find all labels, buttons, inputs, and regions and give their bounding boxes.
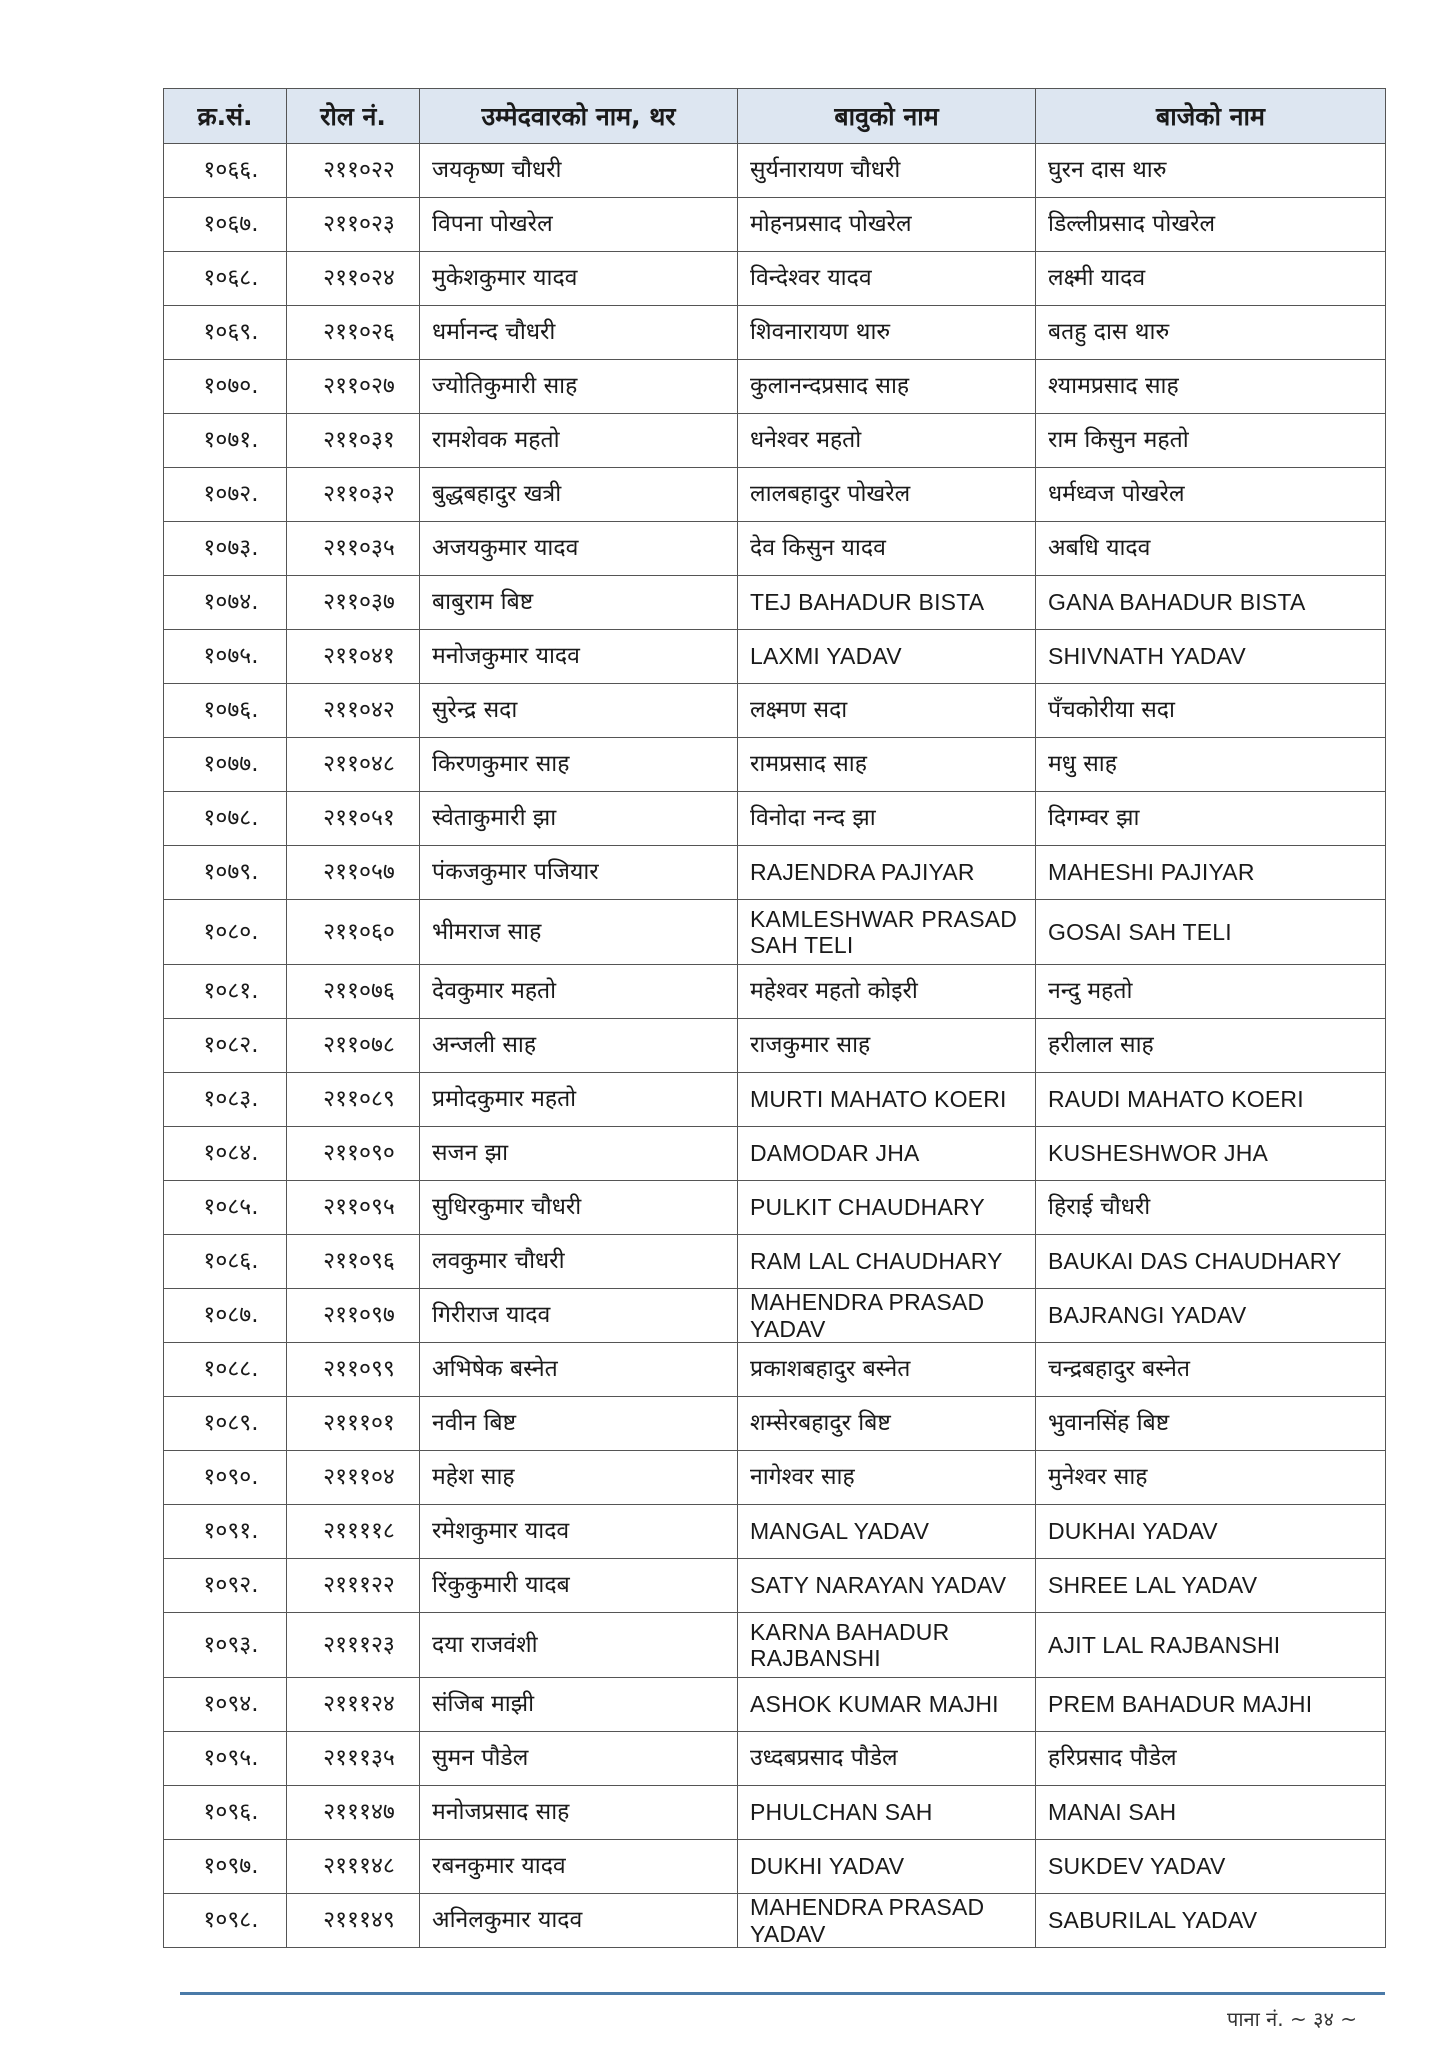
cell-serial-number: १०८०. [164,900,287,965]
cell-candidate-name: स्वेताकुमारी झा [420,792,738,846]
cell-father-name: LAXMI YADAV [738,630,1036,684]
cell-grandfather-name: चन्द्रबहादुर बस्नेत [1036,1343,1386,1397]
cell-roll-number: २११०९५ [287,1181,420,1235]
table-row [164,846,1386,900]
cell-roll-number: २११०३२ [287,468,420,522]
cell-father-name: देव किसुन यादव [738,522,1036,576]
cell-grandfather-name: SHIVNATH YADAV [1036,630,1386,684]
cell-father-name: KARNA BAHADUR RAJBANSHI [738,1613,1036,1678]
cell-grandfather-name: SHREE LAL YADAV [1036,1559,1386,1613]
cell-roll-number: २११०४२ [287,684,420,738]
cell-serial-number: १०८७. [164,1289,287,1343]
cell-grandfather-name: पँचकोरीया सदा [1036,684,1386,738]
cell-father-name: प्रकाशबहादुर बस्नेत [738,1343,1036,1397]
cell-father-name: MAHENDRA PRASAD YADAV [738,1289,1036,1343]
table-row [164,1732,1386,1786]
table-row [164,1127,1386,1181]
cell-father-name: PULKIT CHAUDHARY [738,1181,1036,1235]
header-grandfather-name: बाजेको नाम [1036,89,1386,144]
cell-candidate-name: सुधिरकुमार चौधरी [420,1181,738,1235]
cell-father-name: RAM LAL CHAUDHARY [738,1235,1036,1289]
cell-serial-number: १०७६. [164,684,287,738]
cell-candidate-name: विपना पोखरेल [420,198,738,252]
cell-father-name: शिवनारायण थारु [738,306,1036,360]
cell-candidate-name: देवकुमार महतो [420,965,738,1019]
cell-serial-number: १०७९. [164,846,287,900]
table-row [164,252,1386,306]
cell-roll-number: २१११२४ [287,1678,420,1732]
cell-roll-number: २११०९७ [287,1289,420,1343]
cell-father-name: PHULCHAN SAH [738,1786,1036,1840]
cell-serial-number: १०८९. [164,1397,287,1451]
cell-serial-number: १०८१. [164,965,287,1019]
cell-father-name: मोहनप्रसाद पोखरेल [738,198,1036,252]
cell-father-name: ASHOK KUMAR MAJHI [738,1678,1036,1732]
cell-father-name: महेश्वर महतो कोइरी [738,965,1036,1019]
cell-candidate-name: पंकजकुमार पजियार [420,846,738,900]
cell-serial-number: १०८२. [164,1019,287,1073]
cell-roll-number: २११०४८ [287,738,420,792]
table-row [164,414,1386,468]
header-candidate-name: उम्मेदवारको नाम, थर [420,89,738,144]
cell-father-name: विनोदा नन्द झा [738,792,1036,846]
cell-grandfather-name: PREM BAHADUR MAJHI [1036,1678,1386,1732]
table-row [164,900,1386,965]
table-body [164,144,1386,1948]
cell-father-name: SATY NARAYAN YADAV [738,1559,1036,1613]
cell-serial-number: १०८८. [164,1343,287,1397]
cell-candidate-name: बुद्धबहादुर खत्री [420,468,738,522]
cell-father-name: राजकुमार साह [738,1019,1036,1073]
cell-father-name: नागेश्वर साह [738,1451,1036,1505]
cell-candidate-name: संजिब माझी [420,1678,738,1732]
cell-serial-number: १०९१. [164,1505,287,1559]
cell-roll-number: २११०९० [287,1127,420,1181]
cell-roll-number: २११०५१ [287,792,420,846]
cell-father-name: DAMODAR JHA [738,1127,1036,1181]
cell-father-name: MAHENDRA PRASAD YADAV [738,1894,1036,1948]
table-header-row [164,89,1386,144]
cell-serial-number: १०९५. [164,1732,287,1786]
cell-serial-number: १०९०. [164,1451,287,1505]
cell-candidate-name: महेश साह [420,1451,738,1505]
cell-candidate-name: मुकेशकुमार यादव [420,252,738,306]
cell-candidate-name: नवीन बिष्ट [420,1397,738,1451]
cell-father-name: TEJ BAHADUR BISTA [738,576,1036,630]
table-row [164,965,1386,1019]
cell-grandfather-name: SABURILAL YADAV [1036,1894,1386,1948]
cell-roll-number: २१११०१ [287,1397,420,1451]
cell-roll-number: २१११४७ [287,1786,420,1840]
cell-grandfather-name: लक्ष्मी यादव [1036,252,1386,306]
cell-roll-number: २१११३५ [287,1732,420,1786]
cell-grandfather-name: राम किसुन महतो [1036,414,1386,468]
cell-roll-number: २११०२३ [287,198,420,252]
cell-roll-number: २११०४१ [287,630,420,684]
cell-grandfather-name: SUKDEV YADAV [1036,1840,1386,1894]
cell-grandfather-name: KUSHESHWOR JHA [1036,1127,1386,1181]
cell-grandfather-name: श्यामप्रसाद साह [1036,360,1386,414]
table-row [164,738,1386,792]
cell-candidate-name: सजन झा [420,1127,738,1181]
cell-candidate-name: अनिलकुमार यादव [420,1894,738,1948]
table-row [164,360,1386,414]
cell-grandfather-name: मधु साह [1036,738,1386,792]
cell-candidate-name: रामशेवक महतो [420,414,738,468]
table-row [164,1019,1386,1073]
cell-candidate-name: सुमन पौडेल [420,1732,738,1786]
cell-serial-number: १०७७. [164,738,287,792]
cell-serial-number: १०६६. [164,144,287,198]
cell-candidate-name: किरणकुमार साह [420,738,738,792]
cell-candidate-name: धर्मानन्द चौधरी [420,306,738,360]
cell-grandfather-name: MANAI SAH [1036,1786,1386,1840]
cell-grandfather-name: हिराई चौधरी [1036,1181,1386,1235]
cell-serial-number: १०८५. [164,1181,287,1235]
cell-grandfather-name: RAUDI MAHATO KOERI [1036,1073,1386,1127]
table-row [164,1289,1386,1343]
cell-candidate-name: अभिषेक बस्नेत [420,1343,738,1397]
cell-candidate-name: लवकुमार चौधरी [420,1235,738,1289]
table-row [164,1559,1386,1613]
header-roll: रोल नं. [287,89,420,144]
table-row [164,1181,1386,1235]
cell-grandfather-name: DUKHAI YADAV [1036,1505,1386,1559]
cell-serial-number: १०६९. [164,306,287,360]
cell-roll-number: २११०८९ [287,1073,420,1127]
cell-candidate-name: बाबुराम बिष्ट [420,576,738,630]
cell-father-name: शम्सेरबहादुर बिष्ट [738,1397,1036,1451]
cell-serial-number: १०९६. [164,1786,287,1840]
cell-candidate-name: प्रमोदकुमार महतो [420,1073,738,1127]
cell-serial-number: १०७४. [164,576,287,630]
cell-serial-number: १०८४. [164,1127,287,1181]
cell-candidate-name: रिंकुकुमारी यादब [420,1559,738,1613]
table-row [164,1235,1386,1289]
cell-candidate-name: सुरेन्द्र सदा [420,684,738,738]
cell-father-name: DUKHI YADAV [738,1840,1036,1894]
cell-serial-number: १०९७. [164,1840,287,1894]
table-row [164,1451,1386,1505]
cell-candidate-name: अजयकुमार यादव [420,522,738,576]
cell-roll-number: २११०३७ [287,576,420,630]
cell-candidate-name: रमेशकुमार यादव [420,1505,738,1559]
table-row [164,1613,1386,1678]
cell-father-name: उध्दबप्रसाद पौडेल [738,1732,1036,1786]
cell-grandfather-name: हरीलाल साह [1036,1019,1386,1073]
cell-roll-number: २११११८ [287,1505,420,1559]
cell-roll-number: २१११४९ [287,1894,420,1948]
cell-father-name: लालबहादुर पोखरेल [738,468,1036,522]
cell-roll-number: २११०२४ [287,252,420,306]
cell-candidate-name: रबनकुमार यादव [420,1840,738,1894]
table-row [164,198,1386,252]
cell-serial-number: १०७३. [164,522,287,576]
footer-divider [180,1992,1385,1995]
cell-roll-number: २११०३५ [287,522,420,576]
cell-roll-number: २११०२७ [287,360,420,414]
cell-grandfather-name: MAHESHI PAJIYAR [1036,846,1386,900]
candidate-table [163,88,1386,1948]
cell-roll-number: २११०९६ [287,1235,420,1289]
cell-father-name: MURTI MAHATO KOERI [738,1073,1036,1127]
cell-candidate-name: भीमराज साह [420,900,738,965]
cell-candidate-name: ज्योतिकुमारी साह [420,360,738,414]
cell-grandfather-name: हरिप्रसाद पौडेल [1036,1732,1386,1786]
cell-father-name: धनेश्वर महतो [738,414,1036,468]
cell-grandfather-name: GOSAI SAH TELI [1036,900,1386,965]
cell-grandfather-name: मुनेश्वर साह [1036,1451,1386,1505]
cell-roll-number: २११०२६ [287,306,420,360]
cell-roll-number: २११०७८ [287,1019,420,1073]
table-row [164,792,1386,846]
cell-grandfather-name: डिल्लीप्रसाद पोखरेल [1036,198,1386,252]
table-row [164,306,1386,360]
cell-father-name: रामप्रसाद साह [738,738,1036,792]
table-row [164,1894,1386,1948]
cell-father-name: लक्ष्मण सदा [738,684,1036,738]
cell-roll-number: २११०३१ [287,414,420,468]
header-father-name: बावुको नाम [738,89,1036,144]
cell-father-name: RAJENDRA PAJIYAR [738,846,1036,900]
cell-father-name: सुर्यनारायण चौधरी [738,144,1036,198]
cell-roll-number: २११०७६ [287,965,420,1019]
cell-roll-number: २११०९९ [287,1343,420,1397]
cell-grandfather-name: भुवानसिंह बिष्ट [1036,1397,1386,1451]
cell-grandfather-name: घुरन दास थारु [1036,144,1386,198]
cell-serial-number: १०८३. [164,1073,287,1127]
table-row [164,684,1386,738]
table-row [164,1073,1386,1127]
cell-serial-number: १०७१. [164,414,287,468]
cell-candidate-name: दया राजवंशी [420,1613,738,1678]
cell-candidate-name: जयकृष्ण चौधरी [420,144,738,198]
table-row [164,576,1386,630]
cell-serial-number: १०७५. [164,630,287,684]
cell-grandfather-name: बतहु दास थारु [1036,306,1386,360]
cell-roll-number: २११०५७ [287,846,420,900]
table-row [164,1786,1386,1840]
cell-serial-number: १०७२. [164,468,287,522]
cell-grandfather-name: AJIT LAL RAJBANSHI [1036,1613,1386,1678]
cell-serial-number: १०६८. [164,252,287,306]
cell-serial-number: १०६७. [164,198,287,252]
cell-serial-number: १०७०. [164,360,287,414]
table-row [164,468,1386,522]
cell-roll-number: २११०६० [287,900,420,965]
cell-candidate-name: मनोजकुमार यादव [420,630,738,684]
cell-father-name: कुलानन्दप्रसाद साह [738,360,1036,414]
cell-roll-number: २१११४८ [287,1840,420,1894]
cell-grandfather-name: अबधि यादव [1036,522,1386,576]
table-row [164,144,1386,198]
table-row [164,522,1386,576]
table-row [164,1678,1386,1732]
cell-candidate-name: मनोजप्रसाद साह [420,1786,738,1840]
cell-serial-number: १०९४. [164,1678,287,1732]
cell-grandfather-name: धर्मध्वज पोखरेल [1036,468,1386,522]
table-row [164,1343,1386,1397]
cell-grandfather-name: दिगम्वर झा [1036,792,1386,846]
cell-serial-number: १०८६. [164,1235,287,1289]
cell-serial-number: १०९३. [164,1613,287,1678]
cell-roll-number: २१११२२ [287,1559,420,1613]
cell-father-name: KAMLESHWAR PRASAD SAH TELI [738,900,1036,965]
cell-roll-number: २१११०४ [287,1451,420,1505]
cell-serial-number: १०७८. [164,792,287,846]
cell-father-name: MANGAL YADAV [738,1505,1036,1559]
page-number: पाना नं. ~ ३४ ~ [1226,2007,1357,2031]
cell-grandfather-name: नन्दु महतो [1036,965,1386,1019]
table-row [164,1505,1386,1559]
cell-grandfather-name: BAJRANGI YADAV [1036,1289,1386,1343]
table-row [164,630,1386,684]
cell-father-name: विन्देश्वर यादव [738,252,1036,306]
cell-serial-number: १०९८. [164,1894,287,1948]
cell-candidate-name: गिरीराज यादव [420,1289,738,1343]
cell-roll-number: २११०२२ [287,144,420,198]
cell-roll-number: २१११२३ [287,1613,420,1678]
table-row [164,1840,1386,1894]
cell-candidate-name: अन्जली साह [420,1019,738,1073]
header-sn: क्र.सं. [164,89,287,144]
cell-grandfather-name: GANA BAHADUR BISTA [1036,576,1386,630]
table-row [164,1397,1386,1451]
cell-serial-number: १०९२. [164,1559,287,1613]
cell-grandfather-name: BAUKAI DAS CHAUDHARY [1036,1235,1386,1289]
